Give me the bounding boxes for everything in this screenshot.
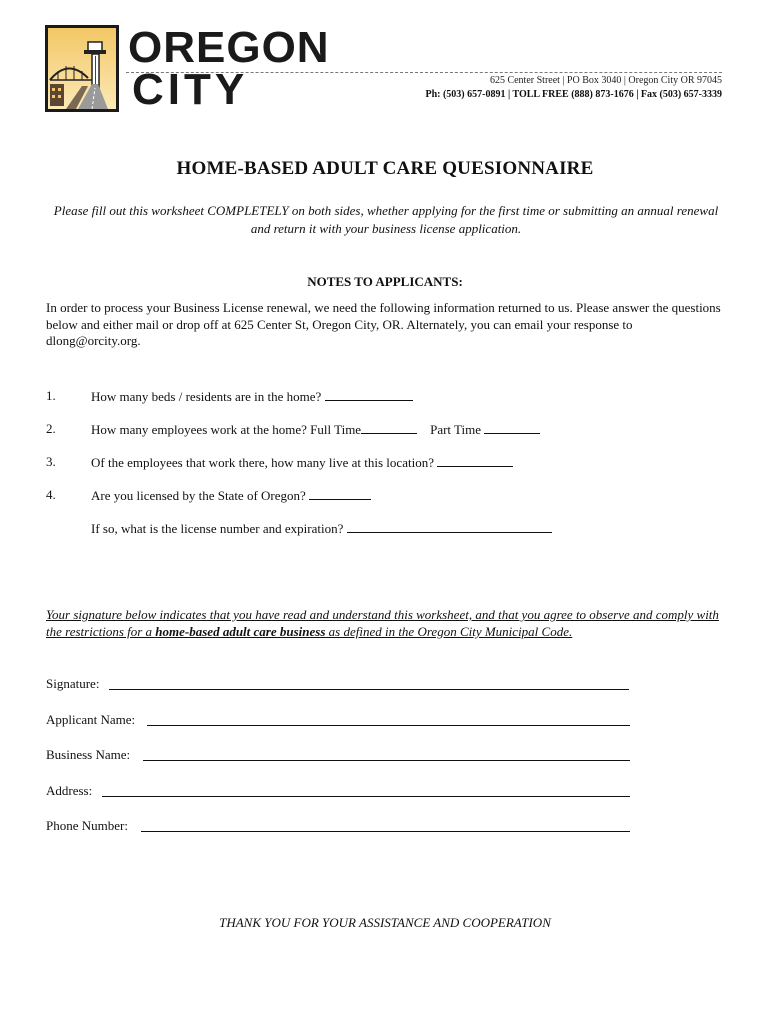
header-address: 625 Center Street | PO Box 3040 | Oregon City OR 97045 <box>489 75 722 86</box>
address-line[interactable] <box>102 796 630 797</box>
agreement-text-2: as defined in the Oregon City Municipal Code. <box>325 624 573 639</box>
question-text: Of the employees that work there, how many live at this location? <box>91 455 434 470</box>
phone-number-line[interactable] <box>141 831 630 832</box>
license-number-blank[interactable] <box>347 520 552 533</box>
signature-field <box>46 676 99 692</box>
question-text: If so, what is the license number and expiration? <box>91 521 344 536</box>
question-number: 4. <box>46 487 56 502</box>
full-time-blank[interactable] <box>361 421 417 434</box>
logo-wordmark <box>124 24 354 114</box>
notes-body: In order to process your Business License renewal, we need the following information returned to us. Please answer the questions below and either mail or drop off at 625 Center St, Oregon City, OR. Alternately, you can email your response to dlong@orcity.org. <box>46 300 721 348</box>
address-label: Address: <box>46 783 93 798</box>
question-number: 3. <box>46 454 56 469</box>
employees-live-blank[interactable] <box>437 454 513 467</box>
business-name-label: Business Name: <box>46 747 131 762</box>
question-text: Are you licensed by the State of Oregon? <box>91 488 306 503</box>
signature-line[interactable] <box>109 689 629 690</box>
applicant-name-line[interactable] <box>147 725 630 726</box>
oregon-city-logo <box>45 25 119 112</box>
signature-label: Signature: <box>46 676 100 691</box>
notes-heading: NOTES TO APPLICANTS: <box>307 274 463 289</box>
question-number: 2. <box>46 421 56 436</box>
business-name-field <box>46 747 130 763</box>
agreement-statement <box>46 606 726 640</box>
applicant-name-field <box>46 712 135 728</box>
page-title: HOME-BASED ADULT CARE QUESIONNAIRE <box>176 158 594 179</box>
business-name-line[interactable] <box>143 760 630 761</box>
agreement-text-1: Your signature below indicates that you have read and understand this worksheet, and that you agree to observe and comply with the restrictions for a <box>46 607 719 639</box>
logo-illustration-icon <box>48 28 116 109</box>
question-text: How many employees work at the home? Full Time <box>91 422 362 437</box>
phone-number-label: Phone Number: <box>46 818 128 833</box>
question-number: 1. <box>46 388 56 403</box>
logo-text-city: CITY <box>132 65 249 114</box>
part-time-blank[interactable] <box>484 421 540 434</box>
phone-number-field <box>46 818 128 834</box>
beds-residents-blank[interactable] <box>325 388 413 401</box>
header-divider <box>126 72 722 73</box>
header-phone: Ph: (503) 657-0891 | TOLL FREE (888) 873-1676 | Fax (503) 657-3339 <box>425 89 722 100</box>
applicant-name-label: Applicant Name: <box>46 712 136 727</box>
question-text: How many beds / residents are in the home? <box>91 389 322 404</box>
licensed-blank[interactable] <box>309 487 371 500</box>
question-text-part-time: Part Time <box>430 422 482 437</box>
agreement-bold-term: home-based adult care business <box>155 624 326 639</box>
logo-text-oregon: OREGON <box>128 23 330 72</box>
address-field <box>46 783 92 799</box>
intro-instructions: Please fill out this worksheet COMPLETELY on both sides, whether applying for the first time or submitting an annual renewal and return it with your business license application. <box>53 203 719 236</box>
thank-you-note: THANK YOU FOR YOUR ASSISTANCE AND COOPERATION <box>219 915 551 930</box>
